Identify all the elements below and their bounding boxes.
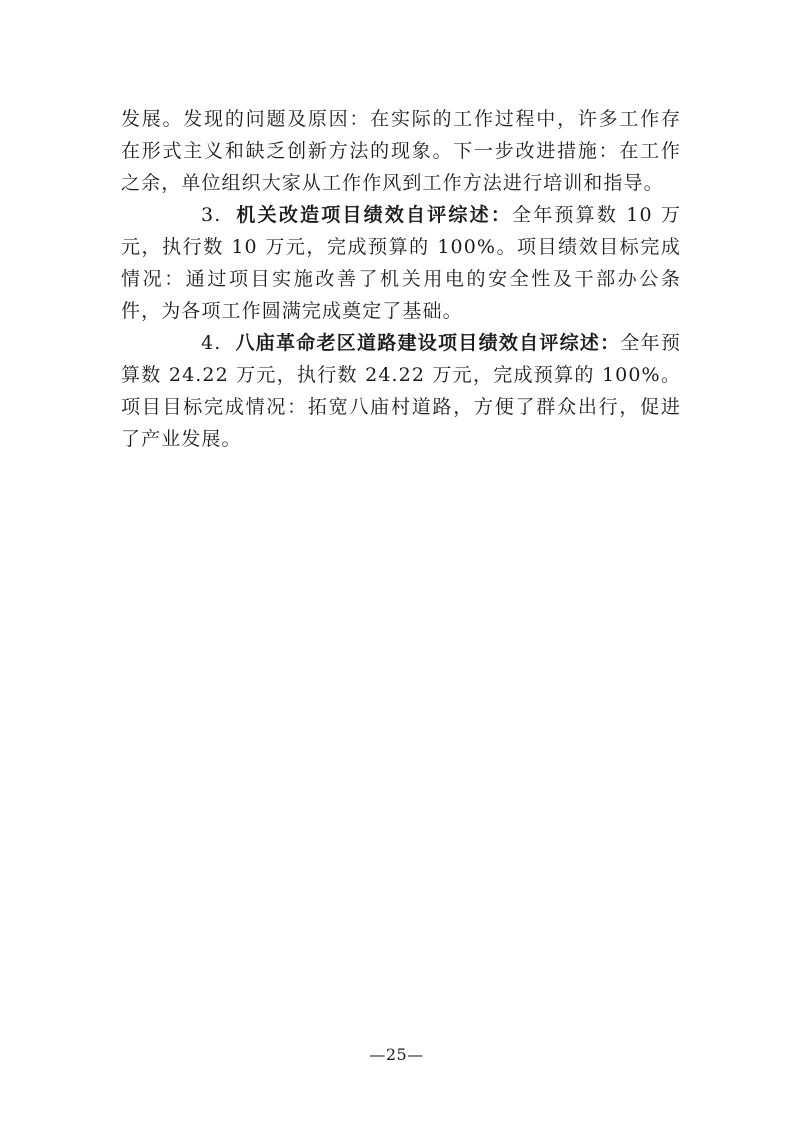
- item-heading: 八庙革命老区道路建设项目绩效自评综述：: [235, 332, 621, 354]
- item-body: 全年预算数 10 万元，执行数 10 万元，完成预算的 100%。项目绩效目标完成情况：通过项目实施改善了机关用电的安全性及干部办公条件，为各项工作圆满完成奠定了基础。: [121, 204, 681, 322]
- paragraph-item-3: [121, 199, 681, 327]
- item-body: 全年预算数 24.22 万元，执行数 24.22 万元，完成预算的 100%。项目目标完成情况：拓宽八庙村道路，方便了群众出行，促进了产业发展。: [121, 332, 681, 450]
- item-number: 4.: [201, 332, 222, 354]
- item-heading: 机关改造项目绩效自评综述：: [235, 204, 513, 226]
- paragraph-item-4: [121, 327, 681, 455]
- item-number: 3.: [201, 204, 222, 226]
- page-number: —25—: [369, 1045, 424, 1064]
- document-body: [121, 103, 681, 455]
- paragraph-body: 发展。发现的问题及原因：在实际的工作过程中，许多工作存在形式主义和缺乏创新方法的现象。下一步改进措施：在工作之余，单位组织大家从工作作风到工作方法进行培训和指导。: [121, 108, 681, 194]
- paragraph-continuation: [121, 103, 681, 199]
